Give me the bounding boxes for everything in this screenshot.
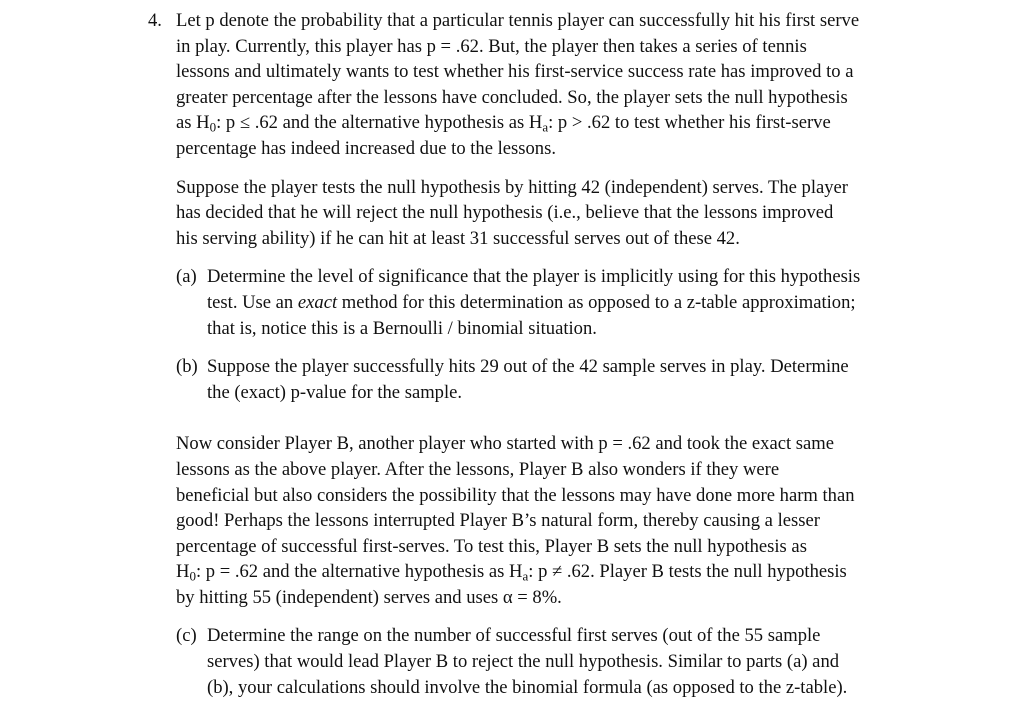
part-a-line-1: Determine the level of significance that the player is implicitly using for this hypothesis — [207, 266, 861, 288]
part-a-line-2-start: test. Use an — [207, 291, 298, 313]
intro-paragraph — [176, 8, 948, 162]
part-c-line-3: (b), your calculations should involve the binomial formula (as opposed to the z-table). — [207, 676, 848, 698]
problem-4 — [148, 8, 948, 700]
setup-line-1: Suppose the player tests the null hypothesis by hitting 42 (independent) serves. The player — [176, 176, 848, 198]
part-b — [176, 354, 948, 405]
part-b-line-2: the (exact) p-value for the sample. — [207, 381, 463, 403]
intro-line-5-mid: : p ≤ .62 and the alternative hypothesis as H — [216, 112, 543, 134]
part-c-line-1: Determine the range on the number of successful first serves (out of the 55 sample — [207, 625, 821, 647]
setup-line-3: his serving ability) if he can hit at least 31 successful serves out of these 42. — [176, 227, 740, 249]
h0-text: as H — [176, 112, 210, 134]
player-b-paragraph — [176, 431, 948, 610]
part-a — [176, 264, 948, 341]
h0-b-subscript: 0 — [189, 568, 196, 584]
intro-line-4: greater percentage after the lessons have concluded. So, the player sets the null hypothesis — [176, 86, 848, 108]
part-c-label: (c) — [176, 625, 197, 647]
player-b-line-3: beneficial but also considers the possibility that the lessons may have done more harm than — [176, 484, 855, 506]
player-b-line-1: Now consider Player B, another player who started with p = .62 and took the exact same — [176, 433, 834, 455]
exact-emphasis: exact — [297, 291, 338, 313]
player-b-line-6-mid: : p = .62 and the alternative hypothesis as H — [195, 561, 523, 583]
intro-line-5 — [176, 110, 948, 136]
player-b-line-7: by hitting 55 (independent) serves and uses α = 8%. — [176, 586, 562, 608]
part-a-label: (a) — [176, 266, 197, 288]
problem-number: 4. — [148, 10, 162, 31]
part-c-line-2: serves) that would lead Player B to reject the null hypothesis. Similar to parts (a) and — [207, 651, 840, 673]
player-b-line-6 — [176, 559, 948, 585]
part-b-label: (b) — [176, 356, 198, 378]
player-b-line-4: good! Perhaps the lessons interrupted Player B’s natural form, thereby causing a lesser — [176, 510, 820, 532]
intro-line-3: lessons and ultimately wants to test whether his first-service success rate has improved to a — [176, 61, 854, 83]
h0-b-text: H — [176, 561, 190, 583]
player-b-line-2: lessons as the above player. After the lessons, Player B also wonders if they were — [176, 458, 780, 480]
setup-line-2: has decided that he will reject the null hypothesis (i.e., believe that the lessons improved — [176, 202, 834, 224]
player-b-line-6-end: : p ≠ .62. Player B tests the null hypothesis — [528, 561, 847, 583]
part-a-line-2 — [207, 290, 948, 316]
intro-line-5-end: : p > .62 to test whether his first-serve — [548, 112, 831, 134]
part-c — [176, 623, 948, 700]
ha-subscript: a — [542, 119, 549, 135]
h0-subscript: 0 — [209, 119, 217, 135]
ha-b-subscript: a — [522, 568, 529, 584]
intro-line-6: percentage has indeed increased due to the lessons. — [176, 137, 556, 159]
part-b-line-1: Suppose the player successfully hits 29 out of the 42 sample serves in play. Determine — [207, 356, 849, 378]
intro-line-1: Let p denote the probability that a particular tennis player can successfully hit his first serve — [176, 10, 860, 31]
intro-line-2: in play. Currently, this player has p = .62. But, the player then takes a series of tennis — [176, 35, 807, 57]
part-a-line-2-end: method for this determination as opposed to a z-table approximation; — [337, 291, 856, 313]
player-b-line-5: percentage of successful first-serves. To test this, Player B sets the null hypothesis as — [176, 535, 807, 557]
part-a-line-3: that is, notice this is a Bernoulli / binomial situation. — [207, 317, 597, 339]
setup-paragraph — [176, 175, 948, 252]
